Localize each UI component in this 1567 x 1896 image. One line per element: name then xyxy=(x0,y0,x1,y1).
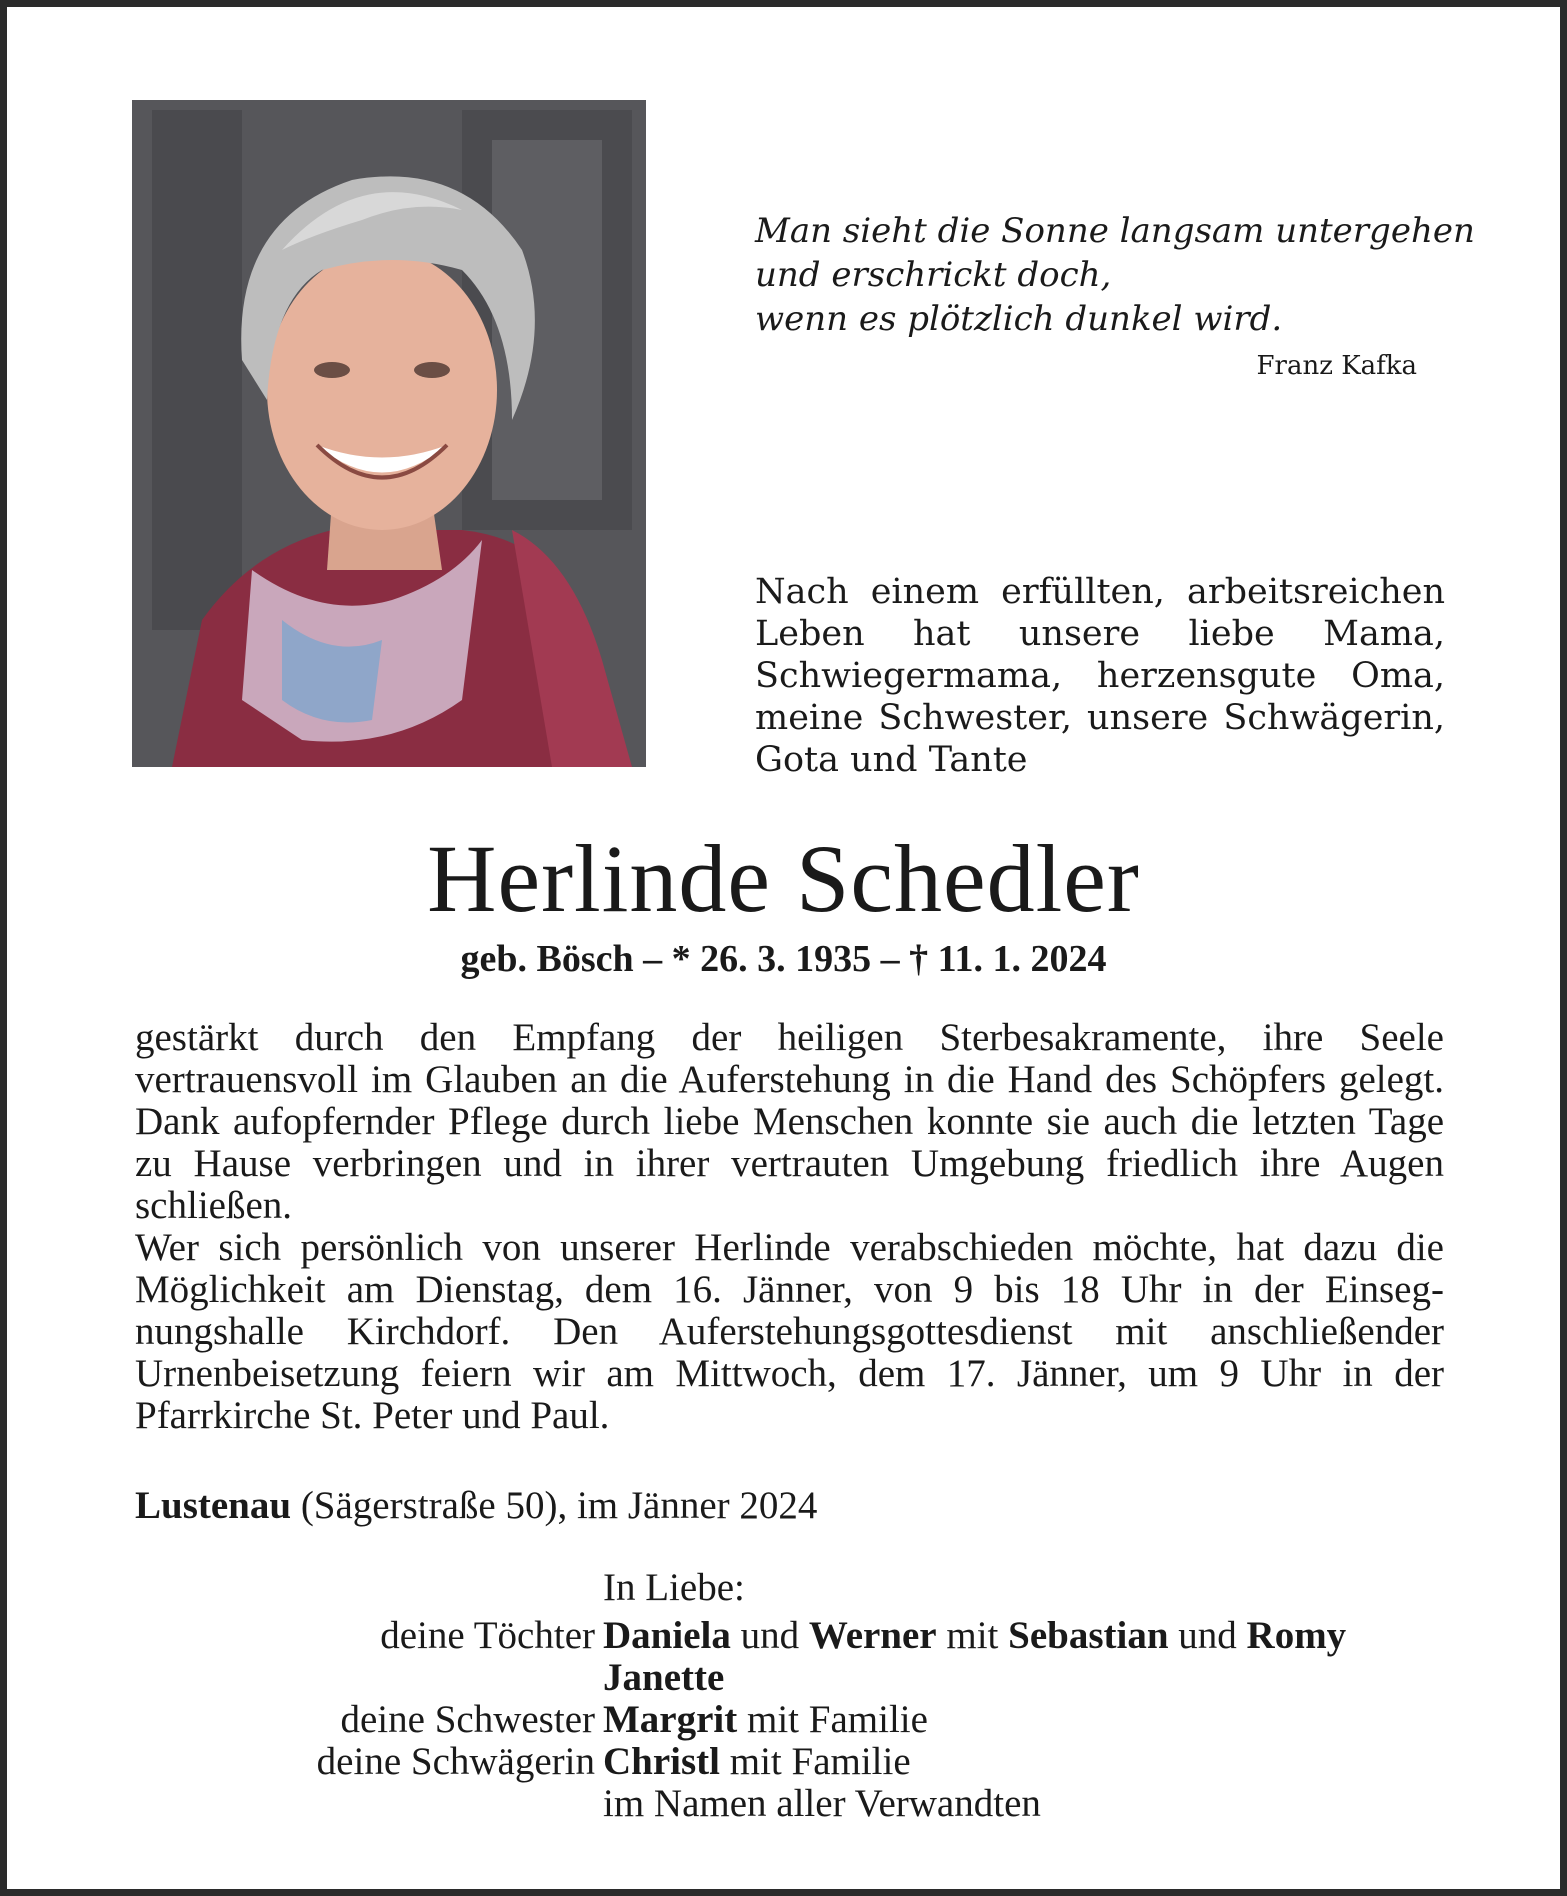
intro-text: Nach einem erfüllten, arbeitsreichen Leben hat unsere liebe Mama, Schwiegermama, herzensgute Oma, meine Schwester, unsere Schwägerin, Gota und Tante xyxy=(755,572,1445,780)
mourner-name: Sebastian xyxy=(1008,1614,1169,1657)
mourners-heading: In Liebe: xyxy=(603,1566,745,1609)
mourners-list xyxy=(7,1567,1560,1825)
quote-line: und erschrickt doch, xyxy=(755,255,1112,295)
mourner-name: Janette xyxy=(603,1656,725,1699)
mourner-name: Margrit xyxy=(603,1698,738,1741)
place-and-date xyxy=(135,1484,1035,1528)
closing-line: im Namen aller Verwandten xyxy=(603,1782,1041,1825)
mourner-name: Werner xyxy=(808,1614,937,1657)
sister-names xyxy=(603,1699,928,1741)
address-and-date: (Sägerstraße 50), im Jänner 2024 xyxy=(291,1484,818,1527)
daughters-names xyxy=(603,1615,1346,1657)
mourner-name: Daniela xyxy=(603,1614,731,1657)
connector: mit Familie xyxy=(737,1698,928,1741)
portrait-illustration xyxy=(132,100,646,767)
connector: und xyxy=(730,1614,809,1657)
quote-line: wenn es plötzlich dunkel wird. xyxy=(755,299,1283,339)
relation-label: deine Töchter xyxy=(380,1614,595,1657)
sisterinlaw-names xyxy=(603,1741,911,1783)
obituary-body xyxy=(135,1017,1444,1437)
connector: mit xyxy=(936,1614,1009,1657)
connector: mit Familie xyxy=(720,1740,911,1783)
mourner-name: Christl xyxy=(603,1740,720,1783)
daughters-names-cont xyxy=(603,1657,724,1699)
connector: und xyxy=(1168,1614,1247,1657)
mourner-name: Romy xyxy=(1246,1614,1347,1657)
deceased-dates: geb. Bösch – * 26. 3. 1935 – † 11. 1. 2024 xyxy=(460,938,1107,980)
town-name: Lustenau xyxy=(135,1484,292,1527)
quote xyxy=(755,209,1475,341)
body-paragraph: Wer sich persönlich von unserer Herlinde verabschieden möchte, hat dazu die Möglichkeit am Dienstag, dem 16. Jänner, von 9 bis 18 Uhr in der Einsegnungshalle Kirchdorf. Den Auferstehungsgottesdienst mit anschließender Urnenbeisetzung feiern wir am Mittwoch, dem 17. Jänner, um 9 Uhr in der Pfarrkirche St. Peter und Paul. xyxy=(135,1226,1444,1437)
relation-label: deine Schwester xyxy=(340,1698,595,1741)
deceased-name: Herlinde Schedler xyxy=(427,825,1140,932)
portrait-photo xyxy=(132,100,646,767)
body-paragraph: gestärkt durch den Empfang der heiligen Sterbesakramente, ihre Seele vertrauensvoll im Glauben an die Auferstehung in die Hand des Schöpfers gelegt. Dank aufopfernder Pflege durch liebe Menschen konnte sie auch die letzten Tage zu Hause verbringen und in ihrer vertrauten Umgebung friedlich ihre Augen schließen. xyxy=(135,1016,1444,1227)
relation-label: deine Schwägerin xyxy=(316,1740,595,1783)
quote-line: Man sieht die Sonne langsam untergehen xyxy=(755,211,1475,251)
quote-author: Franz Kafka xyxy=(1256,351,1417,381)
